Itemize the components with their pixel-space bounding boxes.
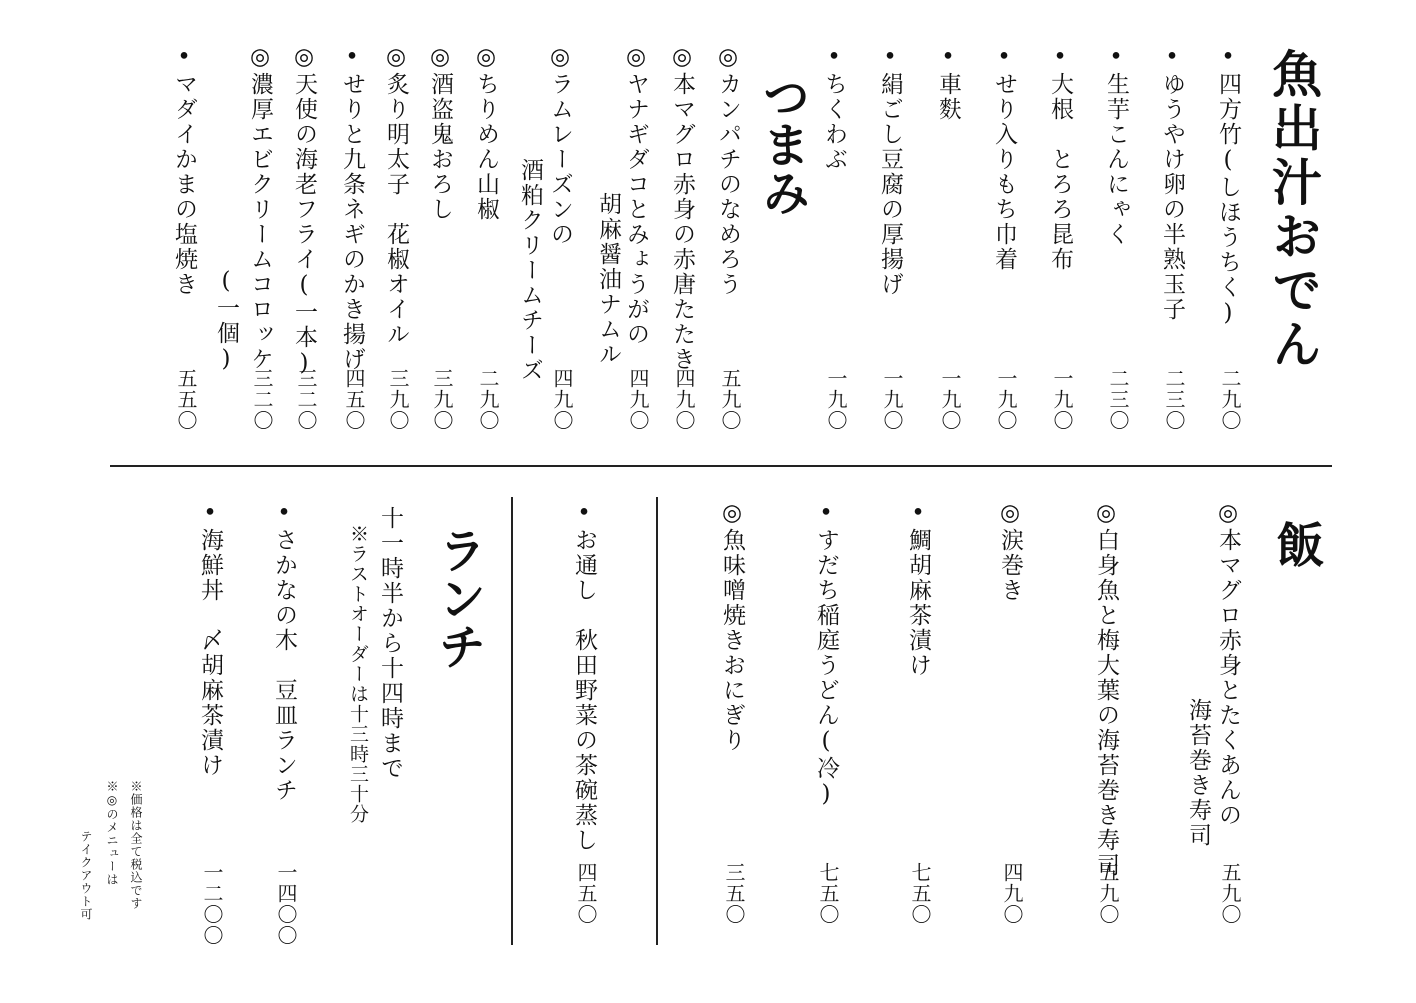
item-name: 酒盗鬼おろし xyxy=(427,72,453,222)
item-name: ラムレーズンの xyxy=(547,72,573,247)
bullet-icon: • xyxy=(197,500,223,528)
item-price: 三二〇 xyxy=(250,368,274,431)
item-name: 本マグロ赤身とたくあんの xyxy=(1215,528,1241,828)
item-price: 二九〇 xyxy=(476,368,500,431)
item-price: 五九〇 xyxy=(1218,862,1242,925)
item-price: 一九〇 xyxy=(994,368,1018,431)
bullet-icon: • xyxy=(821,44,847,72)
item-name: 天使の海老フライ(一本) xyxy=(291,72,317,378)
footnote-takeout: ※◎のメニューは xyxy=(105,780,119,886)
oden-title: 魚出汁おでん xyxy=(1264,48,1323,372)
double-circle-icon: ◎ xyxy=(383,44,409,72)
bullet-icon: • xyxy=(571,500,597,528)
bullet-icon: • xyxy=(935,44,961,72)
item-price: 四五〇 xyxy=(574,862,598,925)
double-circle-icon: ◎ xyxy=(1215,500,1241,528)
bullet-icon: • xyxy=(339,44,365,72)
double-circle-icon: ◎ xyxy=(623,44,649,72)
item-name: 鯛胡麻茶漬け xyxy=(905,528,931,678)
item-price: 一二〇〇 xyxy=(200,862,224,946)
section-divider-vertical xyxy=(656,497,658,945)
double-circle-icon: ◎ xyxy=(547,44,573,72)
item-name: せりと九条ネギのかき揚げ xyxy=(339,72,365,372)
footnote-takeout-continued: テイクアウト可 xyxy=(79,830,93,921)
item-name: すだち稲庭うどん(冷) xyxy=(813,528,839,809)
item-name-continued: 海苔巻き寿司 xyxy=(1185,698,1211,848)
item-price: 四九〇 xyxy=(626,368,650,431)
item-name: 白身魚と梅大葉の海苔巻き寿司 xyxy=(1093,528,1119,878)
item-name: 濃厚エビクリームコロッケ xyxy=(247,72,273,372)
item-name: 炙り明太子 花椒オイル xyxy=(383,72,409,347)
item-name: せり入りもち巾着 xyxy=(991,72,1017,272)
item-name: ちりめん山椒 xyxy=(473,72,499,222)
item-price: 七五〇 xyxy=(816,862,840,925)
item-name: ゆうやけ卵の半熟玉子 xyxy=(1159,72,1185,322)
item-name: 車麩 xyxy=(935,72,961,122)
item-name: 魚味噌焼きおにぎり xyxy=(719,528,745,753)
tsumami-title: つまみ xyxy=(754,72,810,216)
bullet-icon: • xyxy=(1103,44,1129,72)
lunch-title: ランチ xyxy=(430,526,486,670)
item-price: 一九〇 xyxy=(880,368,904,431)
item-name: 絹ごし豆腐の厚揚げ xyxy=(877,72,903,297)
double-circle-icon: ◎ xyxy=(1093,500,1119,528)
item-price: 一九〇 xyxy=(938,368,962,431)
lunch-hours: 十一時半から十四時まで xyxy=(377,506,403,781)
double-circle-icon: ◎ xyxy=(247,44,273,72)
item-price: 三九〇 xyxy=(430,368,454,431)
item-price: 二三〇 xyxy=(1106,368,1130,431)
item-name: マダイかまの塩焼き xyxy=(171,72,197,297)
section-divider-vertical xyxy=(511,497,513,945)
item-price: 五九〇 xyxy=(718,368,742,431)
item-price: 一九〇 xyxy=(824,368,848,431)
item-price: 四九〇 xyxy=(672,368,696,431)
meshi-title: 飯 xyxy=(1268,520,1324,568)
bullet-icon: • xyxy=(991,44,1017,72)
double-circle-icon: ◎ xyxy=(719,500,745,528)
footnote-tax: ※価格は全て税込です xyxy=(129,780,143,910)
lunch-last-order: ※ラストオーダーは十三時三十分 xyxy=(347,524,369,824)
item-price: 五九〇 xyxy=(1096,862,1120,925)
double-circle-icon: ◎ xyxy=(473,44,499,72)
item-price: 二三〇 xyxy=(1162,368,1186,431)
item-name: 海鮮丼 〆胡麻茶漬け xyxy=(197,528,223,778)
item-name: 涙巻き xyxy=(997,528,1023,603)
bullet-icon: • xyxy=(1159,44,1185,72)
bullet-icon: • xyxy=(171,44,197,72)
double-circle-icon: ◎ xyxy=(427,44,453,72)
item-name: 生芋こんにゃく xyxy=(1103,72,1129,247)
item-name: さかなの木 豆皿ランチ xyxy=(271,528,297,803)
item-price: 一九〇 xyxy=(1050,368,1074,431)
item-name-continued: 胡麻醤油ナムル xyxy=(595,192,621,367)
item-name: ちくわぶ xyxy=(821,72,847,172)
bullet-icon: • xyxy=(877,44,903,72)
item-price: 三九〇 xyxy=(386,368,410,431)
item-price: 四九〇 xyxy=(550,368,574,431)
item-price: 五五〇 xyxy=(174,368,198,431)
double-circle-icon: ◎ xyxy=(715,44,741,72)
item-name: カンパチのなめろう xyxy=(715,72,741,297)
item-name: お通し 秋田野菜の茶碗蒸し xyxy=(571,528,597,853)
item-price: 三五〇 xyxy=(722,862,746,925)
item-name: 四方竹(しほうちく) xyxy=(1215,72,1241,328)
item-price: 四五〇 xyxy=(342,368,366,431)
item-price: 七五〇 xyxy=(908,862,932,925)
section-divider-horizontal xyxy=(110,465,1332,467)
item-price: 四九〇 xyxy=(1000,862,1024,925)
item-price: 一四〇〇 xyxy=(274,862,298,946)
bullet-icon: • xyxy=(905,500,931,528)
item-name: 本マグロ赤身の赤唐たたき xyxy=(669,72,695,372)
item-name-continued: (一個) xyxy=(213,268,239,374)
bullet-icon: • xyxy=(1215,44,1241,72)
bullet-icon: • xyxy=(813,500,839,528)
item-price: 二九〇 xyxy=(1218,368,1242,431)
bullet-icon: • xyxy=(271,500,297,528)
item-name-continued: 酒粕クリームチーズ xyxy=(517,158,543,383)
item-name: 大根 とろろ昆布 xyxy=(1047,72,1073,272)
double-circle-icon: ◎ xyxy=(291,44,317,72)
bullet-icon: • xyxy=(1047,44,1073,72)
item-name: ヤナギダコとみょうがの xyxy=(623,72,649,347)
double-circle-icon: ◎ xyxy=(997,500,1023,528)
item-price: 三二〇 xyxy=(294,368,318,431)
double-circle-icon: ◎ xyxy=(669,44,695,72)
